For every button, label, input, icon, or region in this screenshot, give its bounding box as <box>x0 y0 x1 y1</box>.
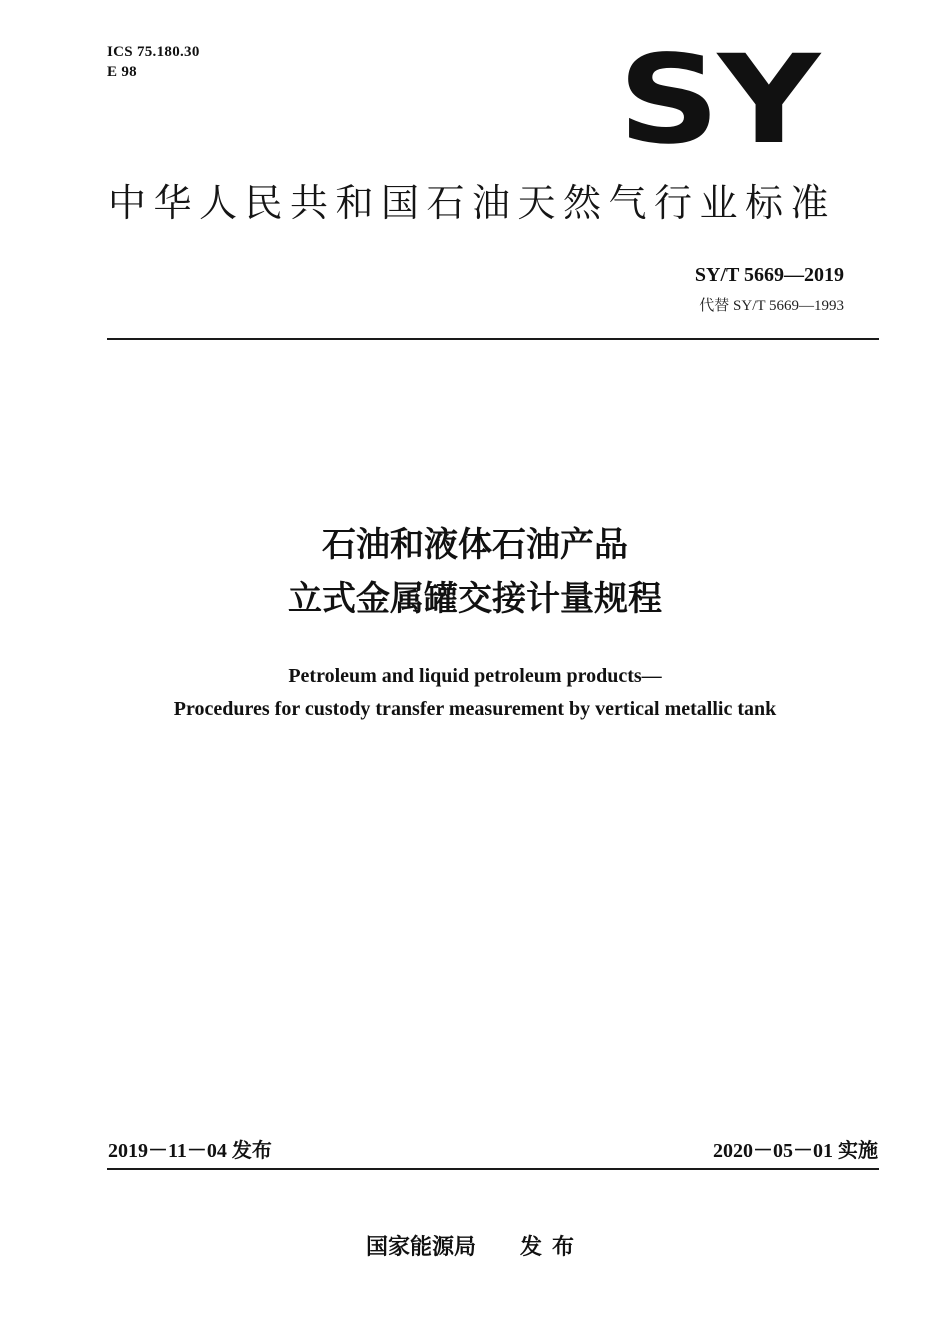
top-divider <box>107 338 879 340</box>
bottom-divider <box>107 1168 879 1170</box>
chinese-title <box>0 518 950 626</box>
publish-action: 发布 <box>520 1235 585 1260</box>
sy-logo: SY <box>618 29 818 172</box>
replaces-standard: 代替 SY/T 5669—1993 <box>699 298 844 314</box>
publisher-line <box>0 1232 950 1264</box>
publisher-name: 国家能源局 <box>365 1235 476 1260</box>
english-title-line-2: Procedures for custody transfer measurement by vertical metallic tank <box>173 698 777 720</box>
english-title-line-1: Petroleum and liquid petroleum products— <box>288 665 662 687</box>
chinese-title-line-2: 立式金属罐交接计量规程 <box>288 579 662 619</box>
industry-standard-heading: 中华人民共和国石油天然气行业标准 <box>108 181 837 225</box>
english-title <box>0 660 950 726</box>
standard-number: SY/T 5669—2019 <box>694 264 844 286</box>
chinese-title-line-1: 石油和液体石油产品 <box>322 525 628 565</box>
classification-codes <box>107 42 200 82</box>
implementation-date: 2020－05－01 实施 <box>713 1140 878 1162</box>
ics-code: ICS 75.180.30 <box>107 44 200 60</box>
ccs-code: E 98 <box>107 64 137 80</box>
issue-date: 2019－11－04 发布 <box>108 1140 272 1162</box>
